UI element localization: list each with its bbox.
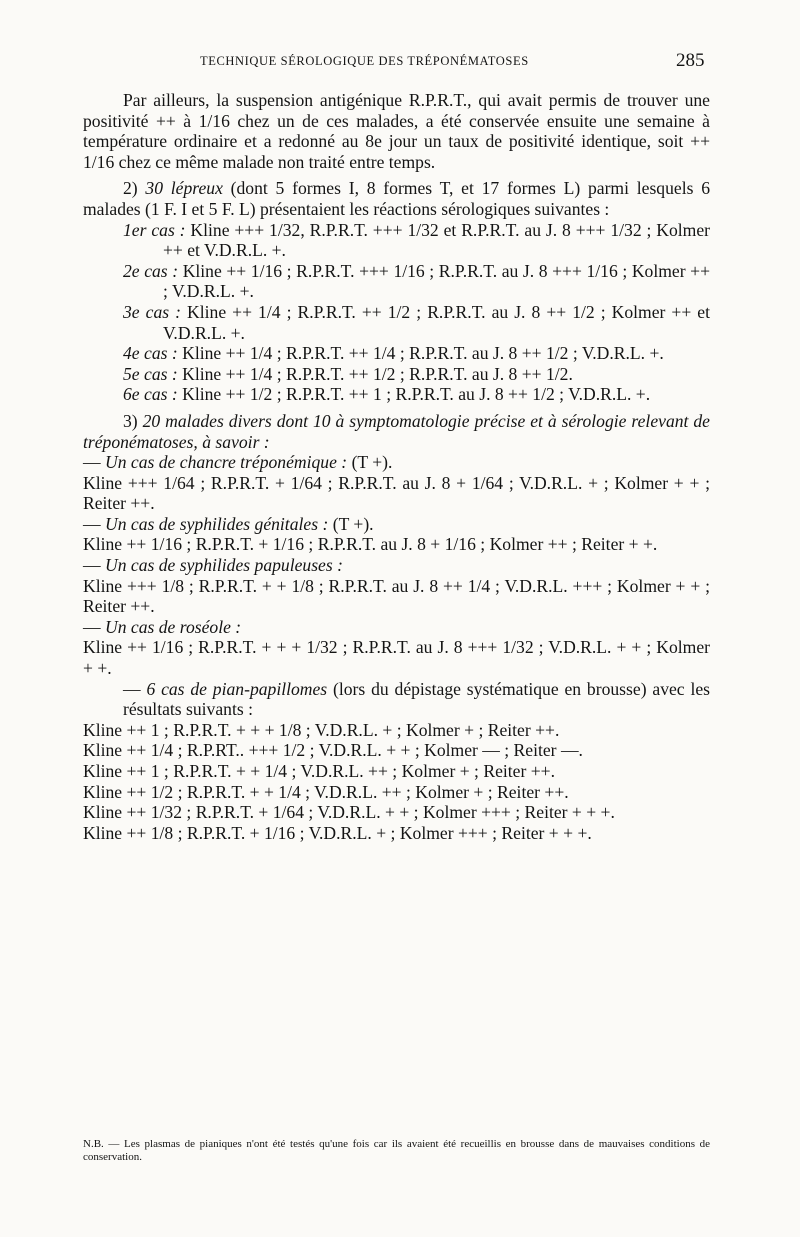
item-title: Un cas de syphilides papuleuses : <box>105 555 343 576</box>
item-tag: (T +). <box>351 452 393 473</box>
pian-dash: — <box>123 678 141 699</box>
case-item <box>123 343 710 364</box>
pian-title: 6 cas de pian-papillomes <box>146 678 328 699</box>
item-detail: Kline +++ 1/8 ; R.P.R.T. + + 1/8 ; R.P.R.T. au J. 8 ++ 1/4 ; V.D.R.L. +++ ; Kolmer + + ; Reiter ++. <box>83 575 710 617</box>
body-text <box>83 90 710 843</box>
item-dash: — <box>83 452 101 473</box>
pian-result: Kline ++ 1 ; R.P.R.T. + + + 1/8 ; V.D.R.L. + ; Kolmer + ; Reiter ++. <box>83 719 560 740</box>
footnote: N.B. — Les plasmas de pianiques n'ont été testés qu'une fois car ils avaient été recueillis en brousse dans de mauvaises conditions de conservation. <box>83 1138 710 1163</box>
section-3-title: 20 malades divers dont 10 à symptomatologie précise et à sérologie relevant de tréponématoses, à savoir : <box>83 410 710 452</box>
item-title: Un cas de roséole : <box>105 616 242 637</box>
section-2-heading <box>83 178 710 219</box>
header-title: TECHNIQUE SÉROLOGIQUE DES TRÉPONÉMATOSES <box>200 54 529 68</box>
section-2-title: 30 lépreux <box>145 178 223 199</box>
section-3-heading <box>83 411 710 452</box>
pian-result: Kline ++ 1/2 ; R.P.R.T. + + 1/4 ; V.D.R.L. ++ ; Kolmer + ; Reiter ++. <box>83 781 569 802</box>
item-dash: — <box>83 513 101 534</box>
pian-result: Kline ++ 1/8 ; R.P.R.T. + 1/16 ; V.D.R.L. + ; Kolmer +++ ; Reiter + + +. <box>83 822 592 843</box>
running-header <box>0 50 800 74</box>
pian-text: (lors du dépistage systématique en brousse) avec les résultats suivants : <box>123 678 710 720</box>
item-heading <box>83 555 710 576</box>
case-item <box>123 261 710 302</box>
item-dash: — <box>83 555 101 576</box>
case-text: Kline ++ 1/4 ; R.P.R.T. ++ 1/2 ; R.P.R.T. au J. 8 ++ 1/2 ; Kolmer ++ et V.D.R.L. +. <box>163 301 710 343</box>
pian-result: Kline ++ 1 ; R.P.R.T. + + 1/4 ; V.D.R.L. ++ ; Kolmer + ; Reiter ++. <box>83 761 555 781</box>
case-item <box>123 302 710 343</box>
case-text: Kline ++ 1/4 ; R.P.R.T. ++ 1/2 ; R.P.R.T. au J. 8 ++ 1/2. <box>182 363 573 384</box>
case-item <box>123 220 710 261</box>
case-label: 1er cas : <box>123 219 186 240</box>
case-label: 4e cas : <box>123 343 178 364</box>
item-detail: Kline ++ 1/16 ; R.P.R.T. + + + 1/32 ; R.P.R.T. au J. 8 +++ 1/32 ; V.D.R.L. + + ; Kolmer + +. <box>83 637 710 679</box>
case-item <box>123 364 710 385</box>
pian-result: Kline ++ 1/4 ; R.P.RT.. +++ 1/2 ; V.D.R.L. + + ; Kolmer — ; Reiter —. <box>83 740 583 761</box>
item-title: Un cas de syphilides génitales : <box>105 513 329 534</box>
item-heading <box>83 514 710 535</box>
intro-paragraph: Par ailleurs, la suspension antigénique R.P.R.T., qui avait permis de trouver une positivité ++ à 1/16 chez un de ces malades, a été conservée ensuite une semaine à température ordinaire et a redonné au 8e jour un taux de positivité identique, soit ++ 1/16 chez ce même malade non traité entre temps. <box>83 90 710 172</box>
pian-heading <box>83 679 710 720</box>
section-2-text: (dont 5 formes I, 8 formes T, et 17 formes L) parmi lesquels 6 malades (1 F. I et 5 F. L) présentaient les réactions sérologiques suivantes : <box>83 178 710 219</box>
item-detail: Kline ++ 1/16 ; R.P.R.T. + 1/16 ; R.P.R.T. au J. 8 + 1/16 ; Kolmer ++ ; Reiter + +. <box>83 534 658 555</box>
case-item <box>123 384 710 405</box>
case-label: 5e cas : <box>123 363 178 384</box>
item-title: Un cas de chancre tréponémique : <box>105 452 348 473</box>
item-dash: — <box>83 616 101 637</box>
case-text: Kline ++ 1/4 ; R.P.R.T. ++ 1/4 ; R.P.R.T. au J. 8 ++ 1/2 ; V.D.R.L. +. <box>182 343 664 364</box>
case-list <box>123 220 710 405</box>
section-2-number: 2) <box>123 178 138 199</box>
item-heading <box>83 452 710 473</box>
item-detail: Kline +++ 1/64 ; R.P.R.T. + 1/64 ; R.P.R.T. au J. 8 + 1/64 ; V.D.R.L. + ; Kolmer + + ; Reiter ++. <box>83 472 710 514</box>
case-text: Kline ++ 1/2 ; R.P.R.T. ++ 1 ; R.P.R.T. au J. 8 ++ 1/2 ; V.D.R.L. +. <box>182 384 651 405</box>
pian-result: Kline ++ 1/32 ; R.P.R.T. + 1/64 ; V.D.R.L. + + ; Kolmer +++ ; Reiter + + +. <box>83 802 615 823</box>
case-label: 6e cas : <box>123 384 178 405</box>
case-text: Kline +++ 1/32, R.P.R.T. +++ 1/32 et R.P.R.T. au J. 8 +++ 1/32 ; Kolmer ++ et V.D.R.L. +. <box>163 219 711 261</box>
case-label: 2e cas : <box>123 260 179 281</box>
case-label: 3e cas : <box>123 301 181 322</box>
page-number: 285 <box>676 50 705 71</box>
item-tag: (T +). <box>332 513 374 534</box>
section-3-number: 3) <box>123 410 138 431</box>
item-heading <box>83 617 710 638</box>
case-text: Kline ++ 1/16 ; R.P.R.T. +++ 1/16 ; R.P.R.T. au J. 8 +++ 1/16 ; Kolmer ++ ; V.D.R.L. +. <box>163 260 710 302</box>
